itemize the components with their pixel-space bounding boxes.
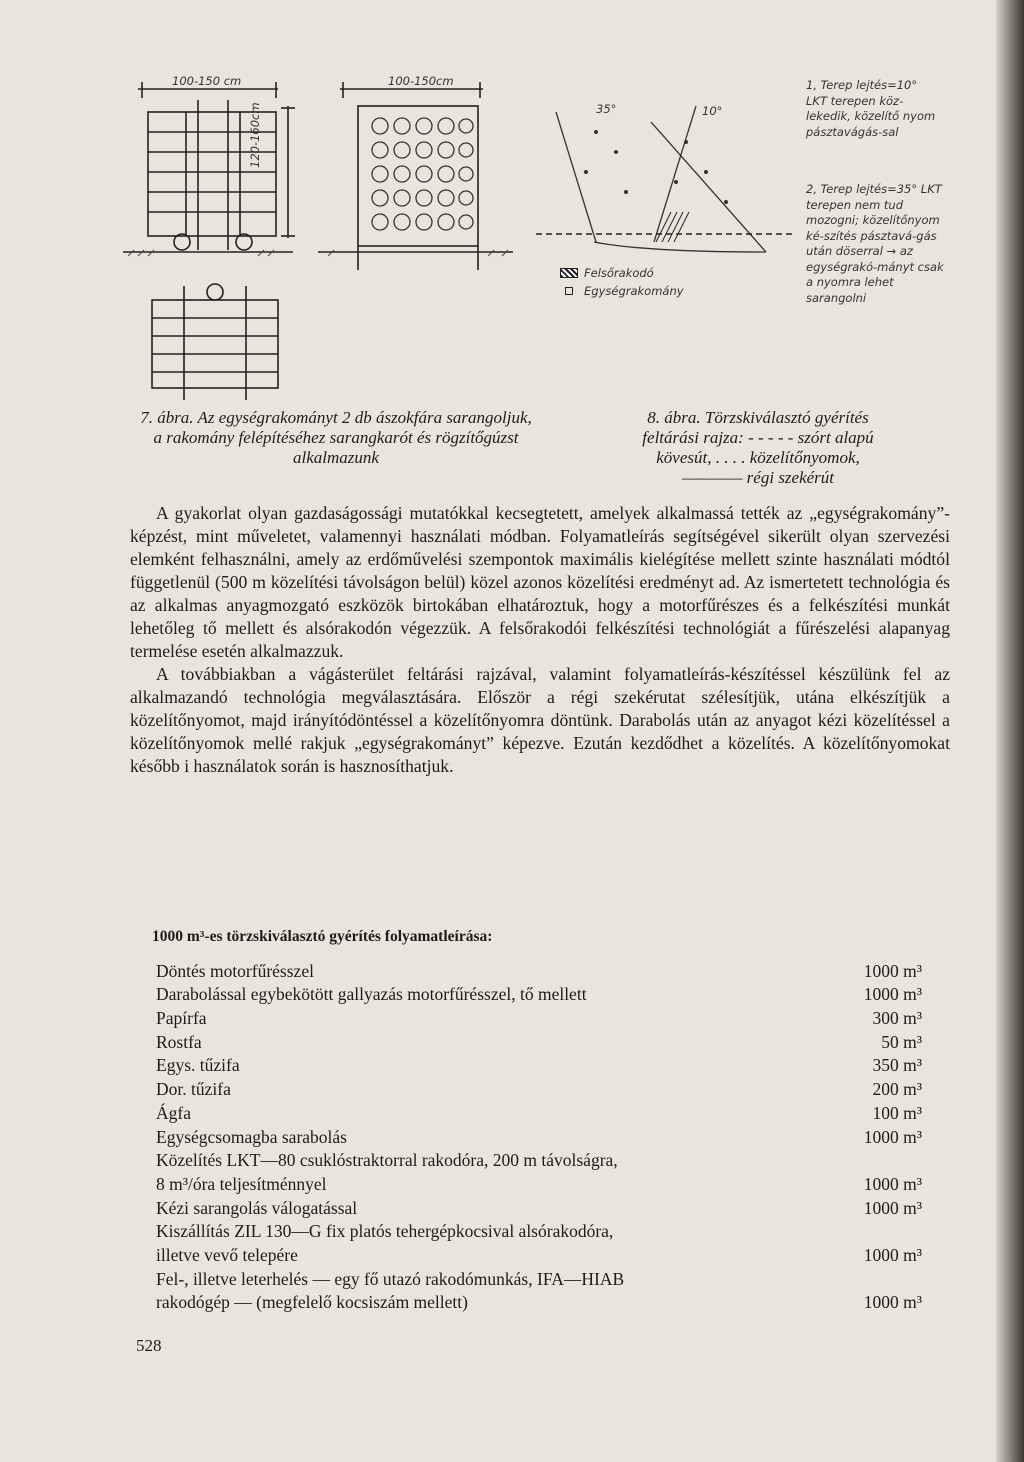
operation-row [156, 958, 922, 982]
operation-quantity: 1000 m³ [863, 1244, 922, 1265]
operation-row [156, 1195, 922, 1219]
paragraph-1: A gyakorlat olyan gazdaságossági mutatókkal kecsegtetett, amelyek alkalmassá tették az „egységrakomány”-képzést, mint műveletet, valamennyi használati módban. Folyamatleírás segítségével sikerült olyan szervezési elemként felhasználni, amely az erdőművelési szempontok maximális kielégítése mellett szinte használati módtól függetlenül (500 m közelítési távolságon belül) közel azonos közelítési eredményt ad. Az ismertetett technológia és az alkalmas anyagmozgató eszközök birtokában elhatároztuk, hogy a motorfűrészes és a felkészítési munkát lehetőleg tő mellett és alsórakodón végezzük. A felsőrakodói felkészítési technológiát a fűrészelési alapanyag termelése esetén alkalmazzuk. [130, 503, 950, 661]
figure-7-width-label-right: 100-150cm [388, 74, 454, 88]
figure-8-caption-line-3: kövesút, . . . . közelítőnyomok, [656, 448, 860, 467]
operation-row [156, 1242, 922, 1266]
operation-row [156, 1290, 922, 1314]
figure-7-width-label-left: 100-150 cm [172, 74, 242, 88]
operation-row [156, 1148, 922, 1172]
operation-row [156, 1171, 922, 1195]
operation-row [156, 1029, 922, 1053]
operation-row [156, 1100, 922, 1124]
operation-name: Döntés motorfűrésszel [156, 960, 314, 981]
figure-8-note-2: 2, Terep lejtés=35° LKT terepen nem tud mozogni; közelítőnyom ké-szítés pásztavá-gás után döserral → az egységrakó-mányt csak a nyomra lehet sarangolni [806, 182, 944, 305]
operation-name: Közelítés LKT—80 csuklóstraktorral rakodóra, 200 m távolságra, [156, 1150, 618, 1171]
figure-8-legend [560, 264, 684, 300]
figure-8-caption-line-1: 8. ábra. Törzskiválasztó gyérítés [647, 408, 869, 427]
operation-quantity: 300 m³ [872, 1008, 922, 1029]
operation-quantity: 200 m³ [872, 1079, 922, 1100]
figure-8-angle-right: 10° [702, 104, 723, 118]
operation-name: Darabolással egybekötött gallyazás motorfűrésszel, tő mellett [156, 984, 587, 1005]
figure-8-caption-line-4: ———— régi szekérút [681, 468, 835, 487]
operation-quantity: 100 m³ [872, 1102, 922, 1123]
small-square-icon [565, 287, 573, 295]
operation-row [156, 1053, 922, 1077]
legend-egysegrakomany-label: Egységrakomány [584, 284, 684, 298]
operation-name: Papírfa [156, 1008, 207, 1029]
operation-quantity: 1000 m³ [863, 1197, 922, 1218]
operation-name: Ágfa [156, 1102, 191, 1123]
operation-name: illetve vevő telepére [156, 1244, 298, 1265]
operation-row [156, 1266, 922, 1290]
operation-row [156, 1124, 922, 1148]
figure-8-caption [578, 408, 938, 488]
operation-name: 8 m³/óra teljesítménnyel [156, 1173, 327, 1194]
legend-felsorakodo-label: Felsőrakodó [584, 266, 654, 280]
paragraph-2: A továbbiakban a vágásterület feltárási rajzával, valamint folyamatleírás-készítéssel készülünk fel az alkalmazandó technológia megválasztására. Először a régi szekérutat szélesítjük, utána elkészítjük a közelítőnyomot, majd irányítódöntéssel a közelítőnyomra döntünk. Darabolás után az anyagot kézi közelítéssel a közelítőnyomok mellé rakjuk „egységrakományt” képezve. Ezután kezdődhet a közelítés. A közelítőnyomokat később i használatok során is hasznosíthatjuk. [130, 664, 950, 776]
figure-7-height-label: 120-160cm [248, 102, 262, 168]
operation-quantity: 1000 m³ [863, 1126, 922, 1147]
operation-row [156, 1219, 922, 1243]
book-spine-edge [996, 0, 1024, 1462]
operation-quantity: 350 m³ [872, 1055, 922, 1076]
operation-row [156, 1005, 922, 1029]
operation-name: Egys. tűzifa [156, 1055, 240, 1076]
operation-row [156, 982, 922, 1006]
figure-7-drawing [118, 70, 518, 410]
operation-quantity: 1000 m³ [863, 960, 922, 981]
body-text [130, 502, 950, 778]
operation-name: Kézi sarangolás válogatással [156, 1197, 358, 1218]
operations-list [156, 958, 922, 1313]
hatched-box-icon [560, 268, 578, 278]
operation-name: Rostfa [156, 1031, 202, 1052]
figure-8-caption-line-2: feltárási rajza: - - - - - szórt alapú [642, 428, 874, 447]
operation-quantity: 1000 m³ [863, 984, 922, 1005]
operation-name: Fel-, illetve leterhelés — egy fő utazó rakodómunkás, IFA—HIAB [156, 1268, 625, 1289]
operation-name: rakodógép — (megfelelő kocsiszám mellett) [156, 1292, 468, 1313]
page-number: 528 [136, 1336, 162, 1355]
operation-name: Egységcsomagba sarabolás [156, 1126, 347, 1147]
figure-8-angle-left: 35° [596, 102, 617, 116]
operation-quantity: 1000 m³ [863, 1292, 922, 1313]
legend-felsorakodo [560, 264, 684, 282]
operation-name: Dor. tűzifa [156, 1079, 231, 1100]
operation-name: Kiszállítás ZIL 130—G fix platós tehergépkocsival alsórakodóra, [156, 1221, 614, 1242]
figure-8-note-1: 1, Terep lejtés=10° LKT terepen köz-lekedik, közelítő nyom pásztavágás-sal [806, 78, 936, 139]
operation-quantity: 50 m³ [881, 1031, 922, 1052]
process-heading: 1000 m³-es törzskiválasztó gyérítés folyamatleírása: [152, 928, 493, 945]
operation-quantity: 1000 m³ [863, 1173, 922, 1194]
figure-7-caption: 7. ábra. Az egységrakományt 2 db ászokfára sarangoljuk, a rakomány felépítéséhez sarangkarót és rögzítőgúzst alkalmazunk [140, 408, 532, 467]
legend-egysegrakomany [560, 282, 684, 300]
operation-row [156, 1076, 922, 1100]
